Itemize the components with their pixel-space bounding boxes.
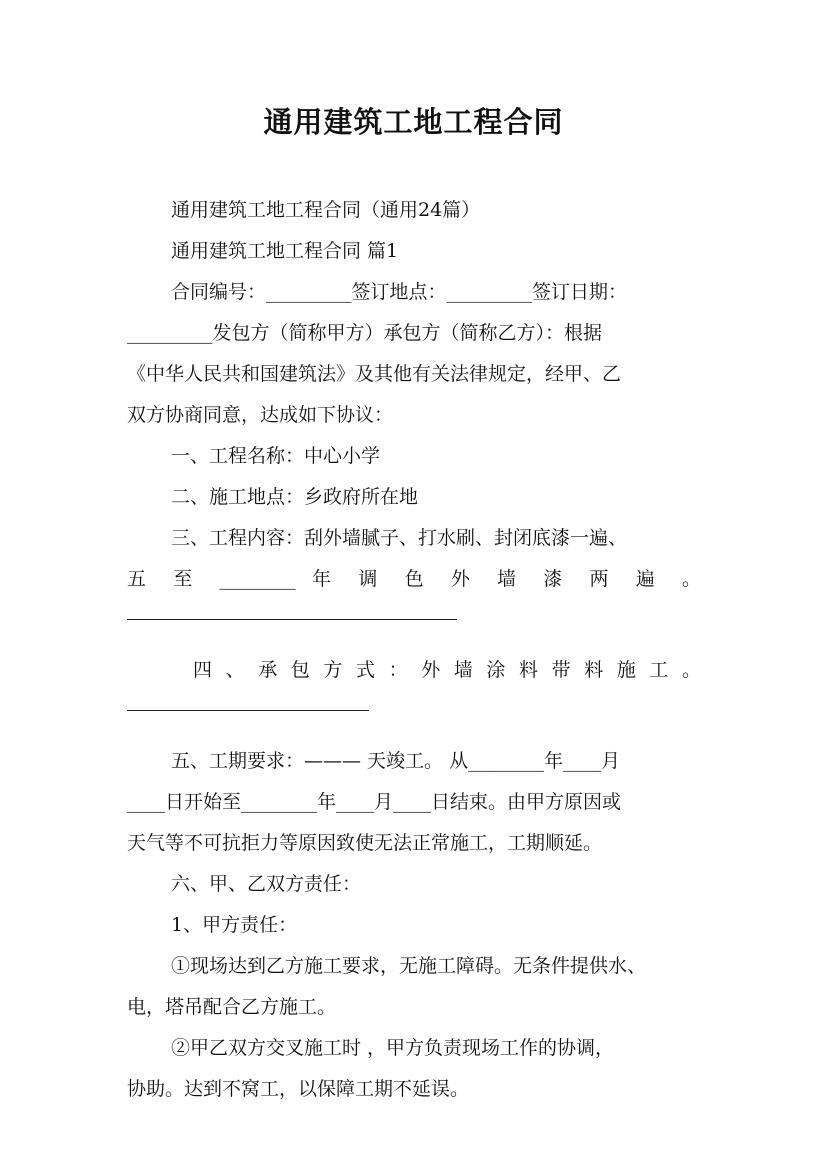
project-content-continued-line: 五 至 ________ 年 调 色 外 墙 漆 两 遍 。 <box>127 568 701 590</box>
schedule-delay-line: 天气等不可抗拒力等原因致使无法正常施工，工期顺延。 <box>127 832 603 854</box>
contract-basis-line: 《中华人民共和国建筑法》及其他有关法律规定，经甲、乙 <box>127 363 622 385</box>
contract-info-line: 合同编号：_________签订地点：_________签订日期： <box>171 281 628 303</box>
dash-rule <box>127 691 701 732</box>
contract-agreement-line: 双方协商同意，达成如下协议： <box>127 404 394 426</box>
party-a-heading: 1、甲方责任： <box>171 914 298 936</box>
party-a-item-1: ①现场达到乙方施工要求，无施工障碍。无条件提供水、 <box>171 955 647 977</box>
project-name-line: 一、工程名称：中心小学 <box>171 445 381 467</box>
party-a-item-1-continued: 电，塔吊配合乙方施工。 <box>127 996 337 1018</box>
document-body <box>127 190 701 1110</box>
dash-rule <box>127 600 701 641</box>
schedule-dates-line: ____日开始至________年____月____日结束。由甲方原因或 <box>127 791 622 813</box>
project-location-line: 二、施工地点：乡政府所在地 <box>171 486 419 508</box>
dash-rule-line <box>127 619 457 620</box>
document-title: 通用建筑工地工程合同 <box>263 105 564 139</box>
schedule-line: 五、工期要求：——— 天竣工。 从________年____月 <box>171 750 621 772</box>
party-a-item-2-continued: 协助。达到不窝工，以保障工期不延误。 <box>127 1078 470 1100</box>
section-heading: 通用建筑工地工程合同 篇1 <box>171 240 399 262</box>
contract-parties-line: _________发包方（简称甲方）承包方（简称乙方）：根据 <box>127 322 603 344</box>
party-a-item-2: ②甲乙双方交叉施工时 ，甲方负责现场工作的协调， <box>171 1037 615 1059</box>
contract-method-line: 四 、 承 包 方 式 ： 外 墙 涂 料 带 料 施 工 。 <box>193 659 701 681</box>
subtitle-line: 通用建筑工地工程合同（通用24篇） <box>171 199 481 221</box>
responsibilities-heading: 六、甲、乙双方责任： <box>171 873 362 895</box>
dash-rule-line <box>127 710 369 711</box>
project-content-line: 三、工程内容：刮外墙腻子、打水刷、封闭底漆一遍、 <box>171 527 628 549</box>
